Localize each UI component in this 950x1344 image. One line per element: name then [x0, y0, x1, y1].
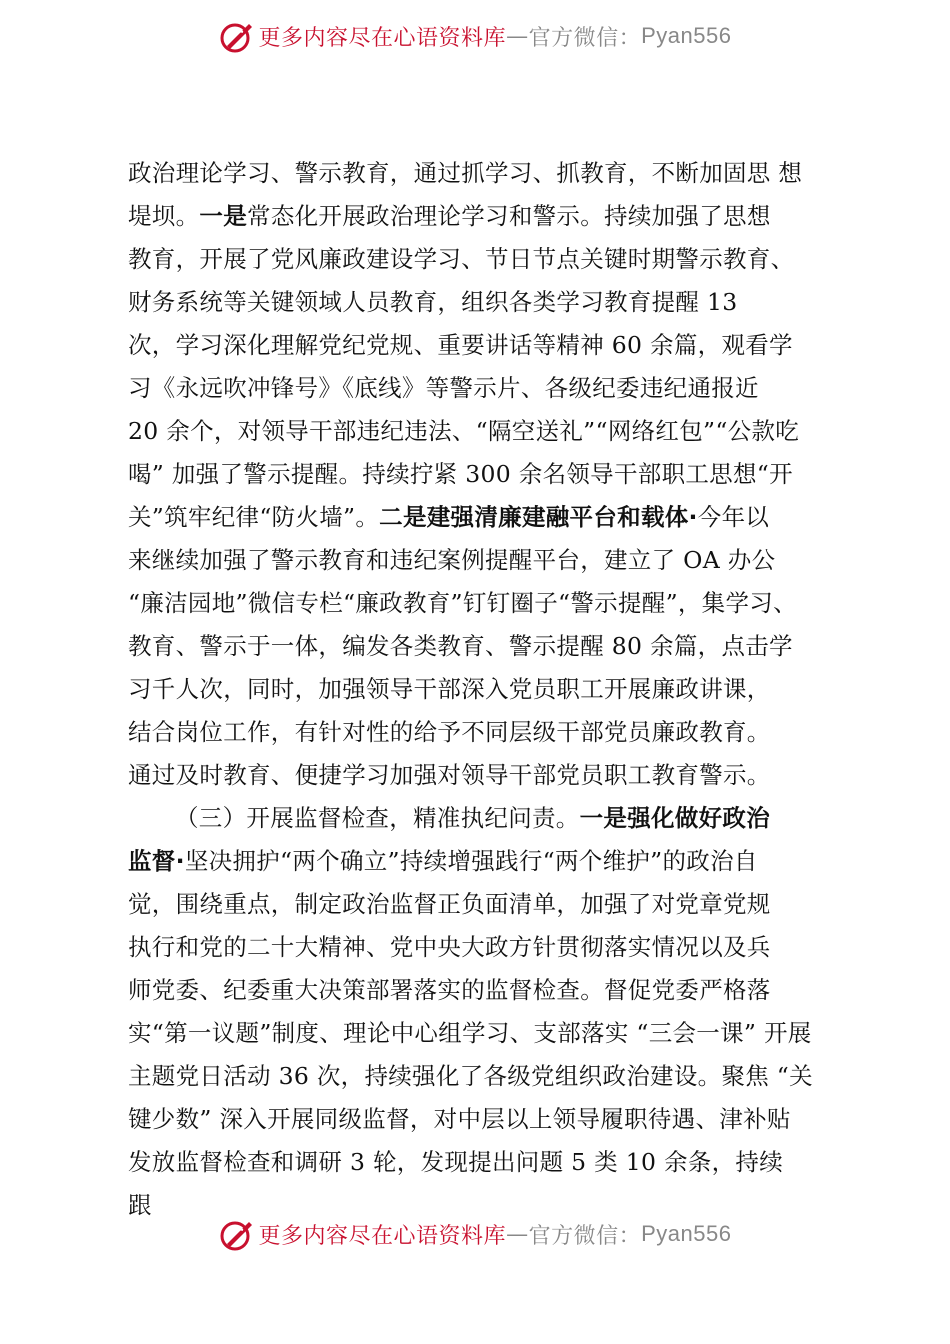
text-line — [128, 582, 840, 625]
text-segment: 跟 — [128, 1191, 152, 1219]
text-segment: 师党委、纪委重大决策部署落实的监督检查。督促党委严格落 — [128, 976, 771, 1004]
text-line — [128, 969, 840, 1012]
text-segment: 觉，围绕重点，制定政治监督正负面清单，加强了对党章党规 — [128, 890, 771, 918]
text-segment: 实“第一议题”制度、理论中心组学习、支部落实 “三会一课” 开展 — [128, 1019, 812, 1047]
text-segment: 通过及时教育、便捷学习加强对领导干部党员职工教育警示。 — [128, 761, 771, 789]
bold-text-segment: 监督· — [128, 847, 185, 875]
text-line — [128, 1098, 840, 1141]
banner-dash: — — [506, 23, 529, 49]
text-line — [128, 883, 840, 926]
banner-wechat-label: 官方微信： — [528, 1223, 642, 1249]
banner-account: Pyan556 — [641, 23, 732, 48]
text-line — [128, 625, 840, 668]
text-segment: 次，学习深化理解党纪党规、重要讲话等精神 60 余篇，观看学 — [128, 331, 793, 359]
text-segment: 主题党日活动 36 次，持续强化了各级党组织政治建设。聚焦 “关 — [128, 1062, 813, 1090]
text-line — [128, 1012, 840, 1055]
text-line — [128, 840, 840, 883]
text-line — [128, 152, 840, 195]
pen-logo-icon — [219, 18, 255, 54]
text-line — [128, 195, 840, 238]
text-line — [128, 324, 840, 367]
text-segment: 政治理论学习、警示教育，通过抓学习、抓教育，不断加固思 想 — [128, 159, 803, 187]
bold-text-segment: 一是 — [199, 202, 248, 230]
pen-logo-icon — [219, 1216, 255, 1252]
text-segment: 坚决拥护“两个确立”持续增强践行“两个维护”的政治自 — [184, 847, 758, 875]
banner-account: Pyan556 — [641, 1221, 732, 1246]
text-segment: 结合岗位工作，有针对性的给予不同层级干部党员廉政教育。 — [128, 718, 771, 746]
banner-dash: — — [506, 1221, 529, 1247]
text-segment: 今年以 — [697, 503, 770, 531]
text-segment: 键少数” 深入开展同级监督，对中层以上领导履职待遇、津补贴 — [128, 1105, 791, 1133]
text-segment: “廉洁园地”微信专栏“廉政教育”钉钉圈子“警示提醒”，集学习、 — [128, 589, 797, 617]
text-line — [128, 711, 840, 754]
text-segment: 教育、警示于一体，编发各类教育、警示提醒 80 余篇，点击学 — [128, 632, 793, 660]
text-segment: 习千人次，同时，加强领导干部深入党员职工开展廉政讲课， — [128, 675, 771, 703]
footer-watermark-banner — [0, 1212, 950, 1256]
text-line — [128, 668, 840, 711]
banner-site-text: 更多内容尽在心语资料库 — [258, 1223, 507, 1249]
text-line — [128, 1055, 840, 1098]
text-segment: 关”筑牢纪律“防火墙”。 — [128, 503, 380, 531]
text-segment: 习《永远吹冲锋号》《底线》等警示片、各级纪委违纪通报近 — [128, 374, 759, 402]
text-segment: 教育，开展了党风廉政建设学习、节日节点关键时期警示教育、 — [128, 245, 795, 273]
text-line — [128, 754, 840, 797]
text-segment: 执行和党的二十大精神、党中央大政方针贯彻落实情况以及兵 — [128, 933, 771, 961]
text-segment: （三）开展监督检查，精准执纪问责。 — [175, 804, 580, 832]
text-line — [128, 1141, 840, 1184]
bold-text-segment: 一是强化做好政治 — [579, 804, 771, 832]
banner-site-text: 更多内容尽在心语资料库 — [258, 25, 507, 51]
bold-text-segment: 二是建强清廉建融平台和载体· — [379, 503, 698, 531]
text-segment: 财务系统等关键领域人员教育，组织各类学习教育提醒 13 — [128, 288, 738, 316]
text-segment: 堤坝。 — [128, 202, 200, 230]
text-line — [128, 797, 840, 840]
text-line — [128, 410, 840, 453]
text-segment: 20 余个，对领导干部违纪违法、“隔空送礼”“网络红包”“公款吃 — [128, 417, 800, 445]
document-body — [128, 152, 840, 1227]
text-line — [128, 496, 840, 539]
header-watermark-banner — [0, 14, 950, 58]
text-segment: 发放监督检查和调研 3 轮，发现提出问题 5 类 10 余条，持续 — [128, 1148, 784, 1176]
text-line — [128, 453, 840, 496]
text-segment: 来继续加强了警示教育和违纪案例提醒平台，建立了 OA 办公 — [128, 546, 776, 574]
text-segment: 常态化开展政治理论学习和警示。持续加强了思想 — [247, 202, 771, 230]
text-segment: 喝” 加强了警示提醒。持续拧紧 300 余名领导干部职工思想“开 — [128, 460, 793, 488]
text-line — [128, 926, 840, 969]
text-line — [128, 281, 840, 324]
text-line — [128, 367, 840, 410]
banner-wechat-label: 官方微信： — [528, 25, 642, 51]
text-line — [128, 539, 840, 582]
text-line — [128, 238, 840, 281]
